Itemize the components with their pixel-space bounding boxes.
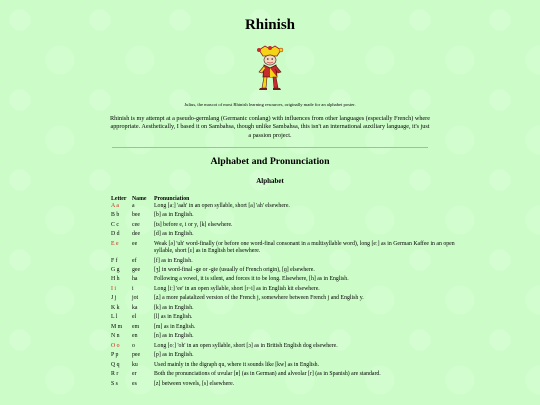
table-row [110, 324, 465, 333]
name-cell: cee [132, 221, 140, 228]
name-cell: en [132, 333, 138, 340]
pronunciation-cell: [n] as in English. [154, 333, 194, 340]
pronunciation-cell: Long [iː] 'ee' in an open syllable, short [ɪ~i] as in English kit elsewhere. [154, 285, 320, 292]
letter-cell: E e [111, 240, 119, 247]
table-row [110, 362, 465, 371]
name-cell: a [132, 203, 135, 209]
table-row [110, 381, 465, 390]
intro-paragraph: Rhinish is my attempt at a pseudo-germlang (Germanic conlang) with influences from other languages (especially French) where appropriate. Aesthetically, I based it on Sambahsa, though unlike Sambahsa, this isn't an international auxiliary language, it's just a passion project. [110, 115, 430, 139]
letter-cell: A a [111, 203, 119, 209]
pronunciation-cell: [k] as in English. [154, 304, 194, 311]
table-row [110, 343, 465, 352]
pronunciation-cell: [ts] before e, i or y, [k] elsewhere. [154, 221, 233, 228]
table-row [110, 212, 465, 221]
pronunciation-cell: Long [oː] 'oh' in an open syllable, short [ɔ] as in British English dog elsewhere. [154, 342, 338, 349]
name-cell: bee [132, 212, 141, 219]
letter-cell: I i [111, 285, 116, 292]
alphabet-table-header [110, 194, 465, 203]
letter-cell: C c [111, 221, 119, 228]
header-pronunciation: Pronunciation [154, 195, 190, 202]
pronunciation-cell: [b] as in English. [154, 212, 194, 219]
pronunciation-cell: [l] as in English. [154, 314, 193, 321]
name-cell: em [132, 323, 140, 330]
pronunciation-cell: Used mainly in the digraph qu, where it sounds like [kw] as in English. [154, 361, 320, 368]
letter-cell: O o [111, 342, 120, 349]
pronunciation-cell: Following a vowel, it is silent, and forces it to be long. Elsewhere, [h] as in English. [154, 276, 349, 283]
pronunciation-cell: [p] as in English. [154, 352, 194, 359]
name-cell: o [132, 342, 135, 349]
table-row [110, 314, 465, 323]
table-row [110, 333, 465, 342]
table-row [110, 305, 465, 314]
name-cell: er [132, 371, 137, 378]
letter-cell: B b [111, 212, 120, 219]
page-title: Rhinish [244, 17, 296, 33]
jester-mascot-image [254, 42, 286, 92]
name-cell: i [132, 285, 134, 292]
section-divider [112, 147, 428, 148]
letter-cell: F f [111, 257, 118, 264]
letter-cell: G g [111, 267, 120, 273]
name-cell: ha [132, 276, 138, 283]
letter-cell: P p [111, 352, 119, 359]
name-cell: ku [132, 361, 138, 368]
subsection-title: Alphabet [256, 177, 284, 185]
pronunciation-cell: Both the pronunciations of uvular [ʁ] (as in German) and alveolar [r] (as in Spanish) are standard. [154, 371, 381, 378]
pronunciation-cell: [ʑ] a more palatalized version of the French j, somewhere between French j and English y. [154, 295, 364, 302]
table-row [110, 203, 465, 212]
pronunciation-cell: [ʒ] in word-final -ge or -gie (usually of French origin), [ɡ] elsewhere. [154, 267, 315, 273]
mascot-caption: Julius, the mascot of most Rhinish learning resources, originally made for an alphabet poster. [184, 102, 356, 107]
pronunciation-cell: [z] between vowels, [s] elsewhere. [154, 380, 235, 387]
letter-cell: K k [111, 304, 120, 311]
table-row [110, 371, 465, 380]
alphabet-table-body [110, 203, 465, 390]
name-cell: el [132, 314, 137, 321]
table-row [110, 222, 465, 231]
alphabet-table [110, 194, 465, 390]
letter-cell: M m [111, 323, 123, 330]
pronunciation-cell: [d] as in English. [154, 231, 194, 238]
letter-cell: Q q [111, 361, 120, 368]
name-cell: pee [132, 352, 141, 359]
name-cell: es [132, 380, 137, 387]
table-row [110, 295, 465, 304]
name-cell: ef [132, 257, 137, 264]
letter-cell: S s [111, 380, 118, 387]
name-cell: ka [132, 304, 138, 311]
pronunciation-cell: Weak [ə] 'uh' word-finally (or before one word-final consonant in a multisyllable word), long [eː] as in German Kaffee in an open syllable, short [ɛ] as in English bet elsewhere. [154, 240, 455, 255]
table-row [110, 241, 465, 258]
header-name: Name [132, 195, 147, 202]
pronunciation-cell: Long [aː] 'aah' in an open syllable, short [a] 'ah' elsewhere. [154, 203, 290, 209]
pronunciation-cell: [m] as in English. [154, 323, 196, 330]
letter-cell: H h [111, 276, 120, 283]
name-cell: dee [132, 231, 141, 238]
section-title: Alphabet and Pronunciation [210, 156, 330, 167]
name-cell: jot [132, 295, 139, 302]
table-row [110, 276, 465, 285]
name-cell: ee [132, 240, 138, 247]
letter-cell: J j [111, 295, 117, 302]
name-cell: gee [132, 267, 141, 273]
table-row [110, 258, 465, 267]
table-row [110, 352, 465, 361]
table-row [110, 231, 465, 240]
letter-cell: L l [111, 314, 118, 321]
letter-cell: R r [111, 371, 119, 378]
pronunciation-cell: [f] as in English. [154, 257, 193, 264]
letter-cell: D d [111, 231, 120, 238]
letter-cell: N n [111, 333, 120, 340]
header-letter: Letter [111, 195, 127, 202]
